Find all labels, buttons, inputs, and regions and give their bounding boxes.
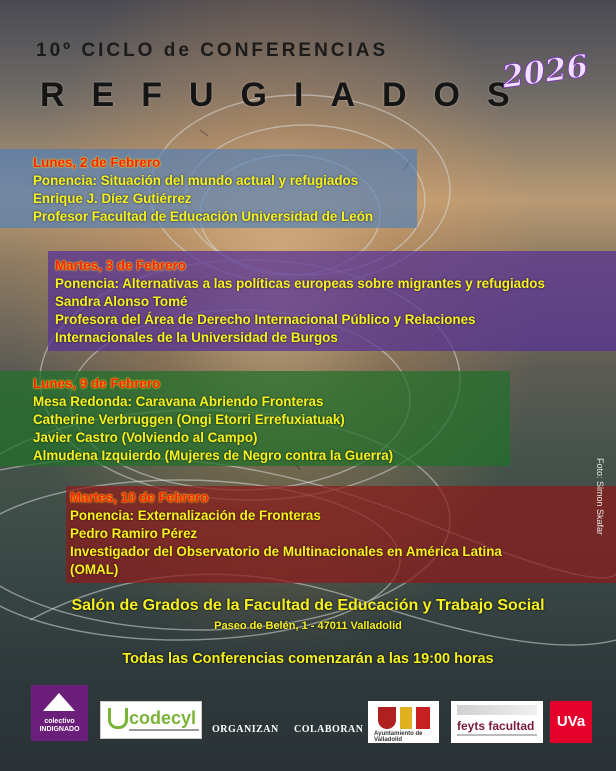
session-line: (OMAL) xyxy=(70,562,119,577)
photo-credit xyxy=(591,458,611,558)
session-line: Javier Castro (Volviendo al Campo) xyxy=(33,430,258,445)
session-line: Catherine Verbruggen (Ongi Etorri Errefuxiatuak) xyxy=(33,412,345,427)
colaboran-label: COLABORAN xyxy=(294,724,364,735)
session-2 xyxy=(48,251,616,351)
session-line: Ponencia: Externalización de Fronteras xyxy=(70,508,321,523)
session-line: Ponencia: Alternativas a las políticas europeas sobre migrantes y refugiados xyxy=(55,276,545,291)
session-line: Internacionales de la Universidad de Burgos xyxy=(55,330,338,345)
feyts-logo-text: feyts facultad xyxy=(457,719,535,733)
colectivo-logo-text: colectivo INDIGNADO xyxy=(39,718,80,733)
feyts-logo xyxy=(451,701,543,743)
session-line: Enrique J. Díez Gutiérrez xyxy=(33,191,192,206)
session-3 xyxy=(0,371,510,466)
venue-address: Paseo de Belén, 1 - 47011 Valladolid xyxy=(214,620,402,632)
session-line: Profesor Facultad de Educación Universidad de León xyxy=(33,209,374,224)
feyts-building-icon xyxy=(457,705,537,715)
emblem-icon xyxy=(416,707,430,729)
session-line: Almudena Izquierdo (Mujeres de Negro contra la Guerra) xyxy=(33,448,394,463)
codecyl-logo-text: codecyl xyxy=(129,708,197,728)
session-line: Ponencia: Situación del mundo actual y refugiados xyxy=(33,173,359,188)
session-date: Martes, 10 de Febrero xyxy=(70,490,209,505)
feyts-subtitle-line xyxy=(457,734,537,736)
uva-logo: UVa xyxy=(550,701,592,743)
session-line: Mesa Redonda: Caravana Abriendo Fronteras xyxy=(33,394,324,409)
session-date: Martes, 3 de Febrero xyxy=(55,258,186,273)
city-shield-icon xyxy=(378,707,396,729)
session-4 xyxy=(66,486,616,583)
cycle-title: 10º CICLO de CONFERENCIAS xyxy=(36,40,389,61)
colectivo-indignado-logo xyxy=(31,685,88,741)
session-line: Profesora del Área de Derecho Internacional Público y Relaciones xyxy=(55,312,476,327)
valladolid-logo-text: Ayuntamiento de Valladolid xyxy=(374,731,423,743)
session-1 xyxy=(0,149,417,228)
codecyl-subtitle-line xyxy=(129,729,199,731)
megaphone-icon xyxy=(43,693,75,711)
emblem-icon xyxy=(400,707,412,729)
session-date: Lunes, 2 de Febrero xyxy=(33,155,161,170)
session-date: Lunes, 9 de Febrero xyxy=(33,376,161,391)
session-line: Investigador del Observatorio de Multinacionales en América Latina xyxy=(70,544,502,559)
session-line: Pedro Ramiro Pérez xyxy=(70,526,198,541)
main-title: REFUGIADOS xyxy=(40,76,537,114)
codecyl-logo xyxy=(100,701,202,739)
session-line: Sandra Alonso Tomé xyxy=(55,294,188,309)
photo-credit-text: Foto: Simon Skafar xyxy=(595,458,605,536)
year-badge: 2026 xyxy=(499,48,591,96)
venue-name: Salón de Grados de la Facultad de Educación y Trabajo Social xyxy=(71,597,545,614)
start-time-note: Todas las Conferencias comenzarán a las 19:00 horas xyxy=(122,651,494,667)
ayuntamiento-valladolid-logo xyxy=(368,701,439,743)
codecyl-mark-icon xyxy=(108,708,128,729)
organizan-label: ORGANIZAN xyxy=(212,724,279,735)
